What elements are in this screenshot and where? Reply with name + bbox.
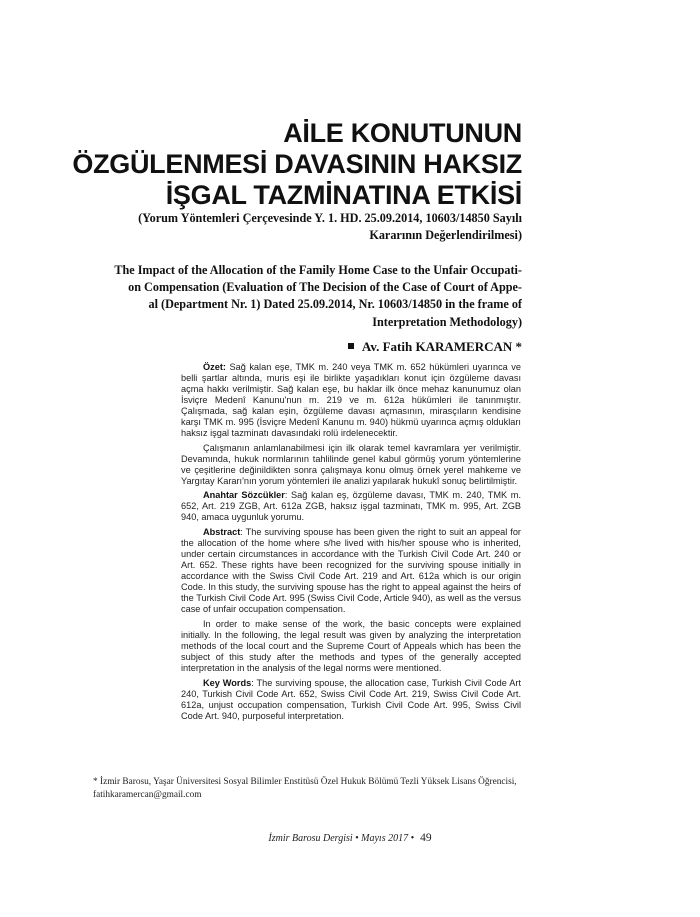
keywords-en-label: Key Words <box>203 677 252 688</box>
ozet-paragraph <box>181 362 521 439</box>
keywords-tr-text: : Sağ kalan eş, özgüleme davası, TMK m. 240, TMK m. 652, Art. 219 ZGB, Art. 612a ZGB, haksız işgal tazminatı, TMK m. 995, Art. ZGB 940, amaca uygunluk yorumu. <box>181 490 521 523</box>
abstract-label: Abstract <box>203 527 241 538</box>
title-line: AİLE KONUTUNUN <box>283 118 522 148</box>
english-title-line: on Compensation (Evaluation of The Decision of the Case of Court of Appe- <box>128 280 522 295</box>
ozet-label: Özet: <box>203 362 226 372</box>
english-title <box>62 262 522 331</box>
abstract-block <box>181 362 521 726</box>
title-line: ÖZGÜLENMESİ DAVASININ HAKSIZ <box>72 149 522 179</box>
keywords-en-paragraph <box>181 678 521 722</box>
ozet-text: Sağ kalan eşe, TMK m. 240 veya TMK m. 652 hükümleri uyarınca ve belli şartlar altında, muris eşi ile birlikte yaşadıkları konut için özgüleme davası açma hakkı verilmiştir. Sağ kalan eşe, bu haklar ilk önce mehaz kanunumuz olan İsviçre Medenî Kanunu'nun m. 219 ve m. 612a hükümleri ile tanınmıştır. Çalışmada, sağ kalan eşin, özgüleme davası açmasının, mirasçıların kendisine karşı TMK m. 995 (İsviçre Medenî Kanunu m. 940) hükmü uyarınca açmış oldukları haksız işgal tazminatı davasındaki rolü irdelenecektir. <box>181 362 521 438</box>
article-title <box>62 118 522 211</box>
page-number: 49 <box>420 832 432 844</box>
subtitle-line: (Yorum Yöntemleri Çerçevesinde Y. 1. HD. 25.09.2014, 10603/14850 Sayılı <box>138 211 522 225</box>
english-title-line: Interpretation Methodology) <box>372 314 522 329</box>
article-subtitle <box>62 210 522 244</box>
abstract-paragraph-2: In order to make sense of the work, the basic concepts were explained initially. In the following, the legal result was given by analyzing the interpretation methods of the local court and the Supreme Court of Appeals which has been the subject of this study after the methods and types of the generally accepted interpretation in the analysis of the legal norms were mentioned. <box>181 618 521 673</box>
keywords-tr-label: Anahtar Sözcükler <box>203 490 285 501</box>
abstract-text: : The surviving spouse has been given the right to suit an appeal for the allocation of the home where s/he lived with his/her spouse who is inherited, under certain circumstances in accordance with the Turkish Civil Code Art. 240 or Art. 652. These rights have been recognized for the surviving spouse initially in accordance with the Swiss Civil Code Art. 219 and Art. 612a which is our origin Code. In this study, the surviving spouse has the right to appeal against the heirs of the Turkish Civil Code Art. 995 (Swiss Civil Code, Article 940), as well as the versus case of unfair occupation compensation. <box>181 527 521 615</box>
page-footer <box>0 832 700 844</box>
keywords-en-text: : The surviving spouse, the allocation case, Turkish Civil Code Art 240, Turkish Civil Code Art. 652, Swiss Civil Code Art. 219, Swiss Civil Code Art. 612a, unjust occupation compensation, Turkish Civil Code Art. 995, Swiss Civil Code Art. 940, purposeful interpretation. <box>181 677 521 721</box>
title-line: İŞGAL TAZMİNATINA ETKİSİ <box>165 180 522 210</box>
author-line <box>62 338 522 355</box>
subtitle-line: Kararının Değerlendirilmesi) <box>369 228 522 242</box>
author-footnote <box>93 776 523 801</box>
english-title-line: al (Department Nr. 1) Dated 25.09.2014, Nr. 10603/14850 in the frame of <box>148 297 522 312</box>
author-name: Av. Fatih KARAMERCAN * <box>361 339 522 354</box>
footnote-email: fatihkaramercan@gmail.com <box>93 789 202 800</box>
square-bullet-icon <box>348 343 354 349</box>
footnote-line: * İzmir Barosu, Yaşar Üniversitesi Sosyal Bilimler Enstitüsü Özel Hukuk Bölümü Tezli Yüksek Lisans Öğrencisi, <box>93 777 517 787</box>
english-title-line: The Impact of the Allocation of the Family Home Case to the Unfair Occupati- <box>114 263 522 277</box>
keywords-tr-paragraph <box>181 490 521 523</box>
abstract-paragraph <box>181 527 521 615</box>
journal-name: İzmir Barosu Dergisi • Mayıs 2017 • <box>268 833 415 844</box>
ozet-paragraph-2: Çalışmanın anlamlanabilmesi için ilk olarak temel kavramlara yer verilmiştir. Devamında, hukuk normlarının tahlilinde genel kabul görmüş yorum yöntemlerine ve çeşitlerine değinildikten sonra çalışmaya konu olmuş örnek yerel mahkeme ve Yargıtay Kararı'nın yorum yöntemleri ile analizi yapılarak hukukî sonuç belirtilmiştir. <box>181 442 521 486</box>
